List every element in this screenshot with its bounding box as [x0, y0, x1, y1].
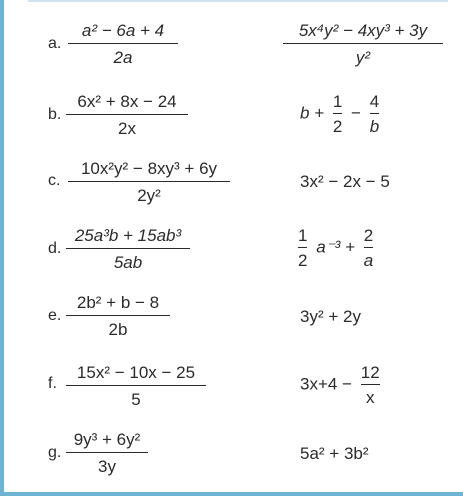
fraction-numerator: 2	[363, 226, 374, 245]
fraction-denominator: 2	[332, 117, 343, 137]
fraction-denominator: 5	[131, 390, 141, 410]
fraction-numerator: 5x⁴y² − 4xy³ + 3y	[298, 21, 428, 40]
bottom-border	[0, 492, 463, 496]
fraction-denominator: 2	[298, 251, 308, 271]
fraction-denominator: 2x	[118, 119, 136, 139]
fraction-denominator: x	[365, 388, 375, 408]
label-f: f.	[48, 375, 57, 392]
inline-fraction	[333, 93, 342, 135]
expression-e-right: 3y² + 2y	[300, 307, 361, 326]
fraction-denominator: y²	[355, 48, 371, 68]
fraction-a-right	[283, 22, 443, 66]
fraction-denominator: 5ab	[113, 253, 143, 273]
fraction-g-left	[66, 431, 148, 475]
fraction-numerator: 4	[369, 92, 380, 111]
label-c: c.	[48, 172, 61, 189]
expression-d-right	[298, 227, 377, 269]
fraction-a-left	[68, 22, 178, 66]
left-border	[0, 0, 4, 496]
fraction-denominator: 2b	[108, 320, 128, 340]
fraction-b-left	[66, 93, 188, 137]
fraction-numerator: 12	[360, 363, 380, 382]
fraction-denominator: 3y	[98, 457, 116, 477]
fraction-e-left	[66, 294, 170, 338]
expression-g-right: 5a² + 3b²	[300, 444, 369, 463]
inline-fraction	[364, 227, 373, 269]
fraction-numerator: 10x²y² − 8xy³ + 6y	[80, 159, 218, 178]
fraction-numerator: 6x² + 8x − 24	[77, 92, 177, 111]
fraction-denominator: 2a	[113, 48, 133, 68]
fraction-denominator: 2y²	[137, 186, 161, 206]
fraction-d-left	[66, 227, 190, 271]
expr-part: a⁻³ +	[316, 237, 355, 257]
fraction-numerator: 1	[298, 226, 308, 245]
label-e: e.	[48, 307, 62, 324]
fraction-c-left	[68, 160, 230, 204]
inline-fraction	[298, 227, 307, 269]
fraction-numerator: 1	[332, 92, 343, 111]
fraction-numerator: a² − 6a + 4	[81, 21, 165, 40]
fraction-denominator: a	[363, 251, 374, 271]
inline-fraction	[370, 93, 379, 135]
expression-f-right	[300, 364, 384, 406]
expression-b-right	[300, 93, 383, 135]
inline-fraction	[361, 364, 380, 406]
label-b: b.	[48, 106, 62, 123]
expr-part: b +	[300, 103, 325, 123]
expr-part: −	[351, 103, 361, 123]
expression-c-right: 3x² − 2x − 5	[300, 172, 390, 191]
top-border	[28, 0, 448, 2]
fraction-f-left	[66, 364, 206, 408]
fraction-numerator: 25a³b + 15ab³	[74, 226, 182, 245]
fraction-denominator: b	[369, 117, 380, 137]
expr-part: 3x+4 −	[300, 374, 352, 394]
fraction-numerator: 15x² − 10x − 25	[76, 363, 196, 382]
fraction-numerator: 9y³ + 6y²	[73, 430, 141, 449]
label-a: a.	[48, 35, 62, 52]
label-g: g.	[48, 444, 62, 461]
label-d: d.	[48, 240, 62, 257]
fraction-numerator: 2b² + b − 8	[76, 293, 160, 312]
